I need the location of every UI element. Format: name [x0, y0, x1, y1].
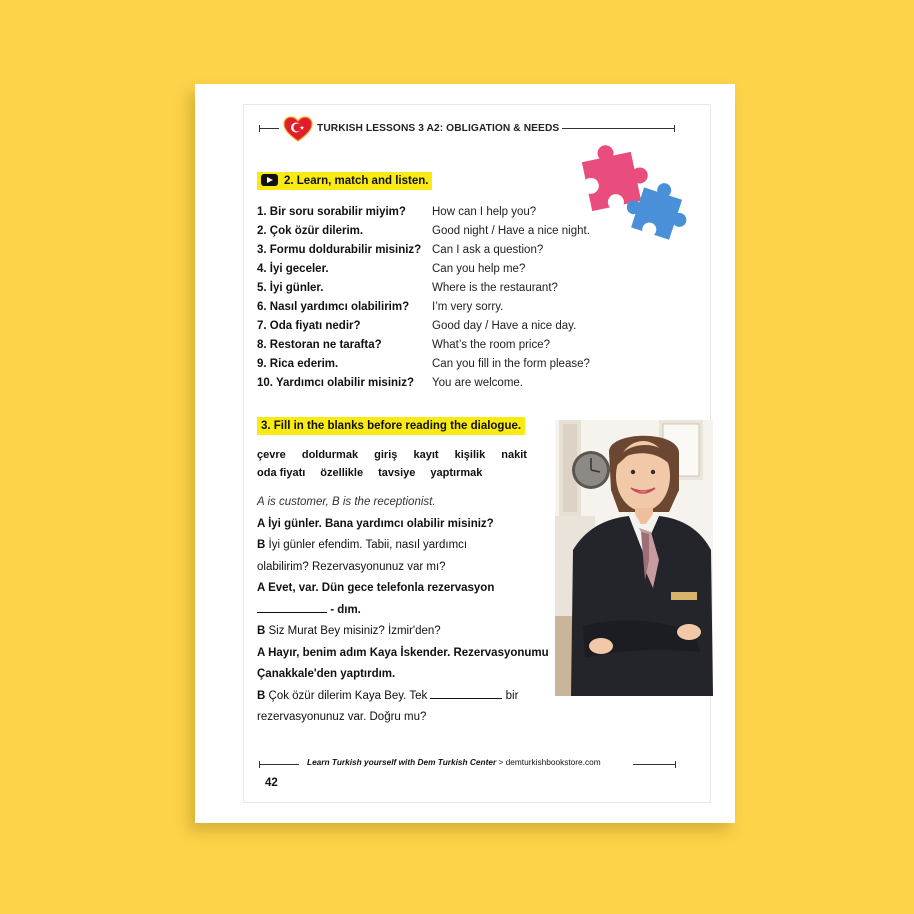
turkish-phrase: 8. Restoran ne tarafta? [257, 339, 382, 351]
turkish-phrase: 3. Formu doldurabilir misiniz? [257, 244, 422, 256]
speaker-label: A [257, 517, 265, 530]
word-bank-item: çevre [257, 449, 286, 461]
word-bank-item: doldurmak [301, 449, 359, 461]
section-2-title: 2. Learn, match and listen. [284, 175, 429, 187]
turkish-phrase: 10. Yardımcı olabilir misiniz? [257, 377, 415, 389]
header-title: TURKISH LESSONS 3 A2: OBLIGATION & NEEDS [317, 123, 560, 134]
match-row [257, 204, 617, 223]
page-footer [257, 756, 677, 772]
dialogue-line [257, 535, 549, 557]
word-bank-row [257, 446, 527, 464]
word-bank-item: oda fiyatı [257, 467, 306, 479]
turkish-phrase: 6. Nasıl yardımcı olabilirim? [257, 301, 410, 313]
dialogue-line: rezervasyonunuz var. Doğru mu? [257, 711, 427, 723]
english-phrase: Can I ask a question? [432, 244, 544, 256]
word-bank-item: özellikle [320, 467, 364, 479]
match-row [257, 223, 617, 242]
word-bank-item: kişilik [454, 449, 486, 461]
word-bank-row [257, 464, 527, 482]
speaker-label: A [257, 646, 265, 659]
dialogue-text: Evet, var. Dün gece telefonla rezervasyon [268, 582, 495, 594]
footer-brand: Learn Turkish yourself with Dem Turkish Center [307, 757, 497, 767]
match-row [257, 337, 617, 356]
english-phrase: You are welcome. [432, 377, 523, 389]
workbook-page [195, 84, 735, 823]
word-bank [257, 446, 527, 482]
dialogue-line [257, 621, 549, 643]
word-bank-item: nakit [501, 449, 527, 461]
dialogue-text: bir [505, 689, 519, 702]
english-phrase: What’s the room price? [432, 339, 551, 351]
match-row [257, 318, 617, 337]
dialogue-line [257, 578, 549, 600]
match-row [257, 242, 617, 261]
turkish-phrase: 1. Bir soru sorabilir miyim? [257, 206, 406, 218]
match-row [257, 356, 617, 375]
english-phrase: Can you help me? [432, 263, 526, 275]
dialogue-line: Çanakkale'den yaptırdım. [257, 668, 396, 680]
footer-text [307, 757, 601, 767]
word-bank-item: giriş [374, 449, 398, 461]
dialogue-text: - dım. [330, 603, 361, 616]
dialogue-intro: A is customer, B is the receptionist. [257, 496, 436, 508]
dialogue-text: Hayır, benim adım Kaya İskender. Rezervasyonumu [268, 646, 549, 659]
footer-url: > demturkishbookstore.com [496, 757, 601, 767]
match-row [257, 261, 617, 280]
speaker-label: A [257, 582, 265, 594]
turkish-phrase: 9. Rica ederim. [257, 358, 339, 370]
english-phrase: Good day / Have a nice day. [432, 320, 577, 332]
turkish-phrase: 7. Oda fiyatı nedir? [257, 320, 361, 332]
dialogue-text: Siz Murat Bey misiniz? İzmir'den? [268, 625, 441, 637]
page-number: 42 [265, 777, 278, 789]
dialogue-line [257, 600, 549, 622]
turkish-phrase: 2. Çok özür dilerim. [257, 225, 364, 237]
english-phrase: How can I help you? [432, 206, 537, 218]
dialogue-line [257, 643, 549, 665]
match-row [257, 375, 617, 394]
dialogue-line [257, 686, 549, 708]
fill-blank[interactable] [257, 602, 327, 613]
turkish-flag-heart-icon [283, 116, 313, 142]
dialogue-line [257, 514, 549, 536]
receptionist-photo [555, 420, 713, 696]
english-phrase: I’m very sorry. [432, 301, 504, 313]
dialogue [257, 492, 549, 729]
dialogue-line: olabilirim? Rezervasyonunuz var mı? [257, 560, 446, 573]
play-icon[interactable] [261, 174, 278, 186]
english-phrase: Can you fill in the form please? [432, 358, 590, 370]
section-3-label: 3. Fill in the blanks before reading the dialogue. [257, 417, 525, 435]
dialogue-text: İyi günler. Bana yardımcı olabilir misiniz? [268, 517, 494, 530]
match-row [257, 280, 617, 299]
turkish-phrase: 5. İyi günler. [257, 282, 324, 294]
word-bank-item: tavsiye [378, 467, 416, 479]
fill-blank[interactable] [430, 688, 502, 699]
speaker-label: B [257, 689, 266, 702]
dialogue-text: Çok özür dilerim Kaya Bey. Tek [268, 689, 428, 702]
dialogue-text: İyi günler efendim. Tabii, nasıl yardımcı [268, 539, 468, 551]
section-2-label [257, 172, 432, 190]
match-list [257, 204, 617, 394]
english-phrase: Good night / Have a nice night. [432, 225, 590, 237]
match-row [257, 299, 617, 318]
word-bank-item: kayıt [413, 449, 439, 461]
word-bank-item: yaptırmak [430, 467, 483, 479]
turkish-phrase: 4. İyi geceler. [257, 263, 329, 275]
speaker-label: B [257, 625, 266, 637]
english-phrase: Where is the restaurant? [432, 282, 558, 294]
speaker-label: B [257, 539, 266, 551]
